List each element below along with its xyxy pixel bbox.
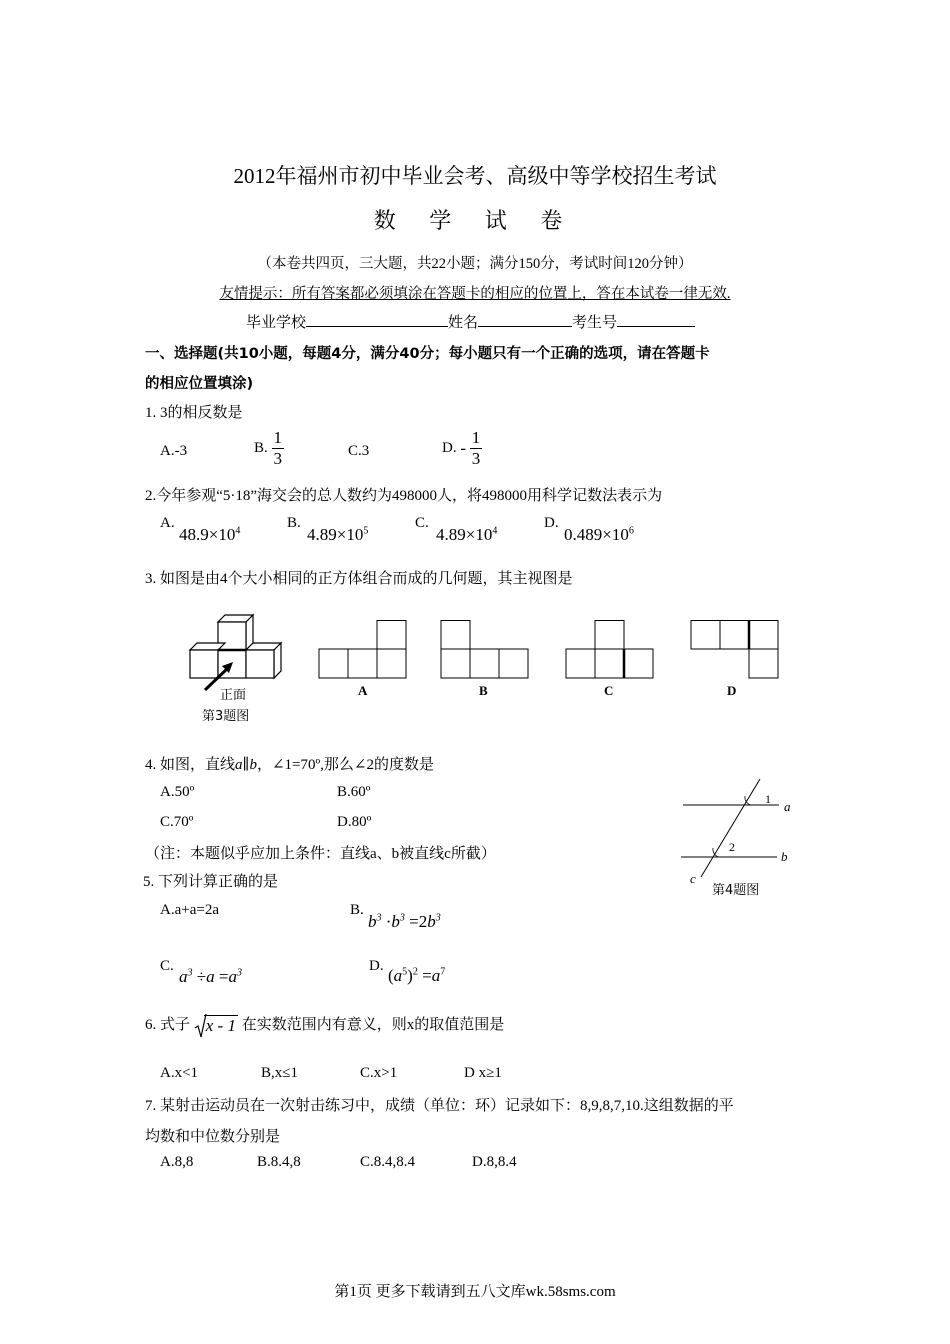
q2-c-exp: 4 — [492, 525, 498, 537]
id-label: 考生号 — [572, 315, 618, 331]
q1-option-d-fraction — [470, 428, 483, 469]
q5-option-d-expr: $(a^5)^2 =a^7$ — [388, 966, 446, 985]
q3-option-a-figure — [318, 620, 408, 680]
q1-option-d-sign: - — [460, 438, 467, 458]
q4-stem-suffix: ，∠1=70º,那么∠2的度数是 — [256, 757, 434, 773]
q2-b-base: 4.89 — [307, 525, 337, 544]
q5-option-c-expr: $a^3 \div a =a^3$ — [179, 967, 242, 986]
section1-heading-line2: 的相应位置填涂) — [145, 376, 254, 392]
q4-line-b-label: b — [781, 849, 788, 864]
q5-option-b-expr: $b^3 \cdot b^3 =2b^3$ — [368, 912, 441, 931]
q4-stem — [145, 753, 434, 774]
q4-option-c: C.70º — [160, 814, 194, 830]
exam-tip: 友情提示：所有答案都必须填涂在答题卡的相应的位置上，答在本试卷一律无效. — [219, 286, 731, 302]
q2-option-b-label: B. — [287, 515, 301, 531]
q6-stem — [145, 1013, 504, 1036]
q1-d-numerator: 1 — [471, 428, 481, 447]
q2-a-exp: 4 — [235, 525, 241, 537]
q3-option-b-label: B — [479, 683, 488, 698]
q1-option-d-label: D. — [442, 440, 457, 456]
q2-d-base: 0.489 — [564, 525, 603, 544]
q2-option-a-value — [179, 525, 240, 545]
q4-stem-prefix: 4. 如图，直线 — [145, 757, 236, 773]
q6-stem-suffix: 在实数范围内有意义，则x的取值范围是 — [241, 1017, 505, 1033]
q3-option-d-figure — [690, 620, 780, 680]
q5-option-c-label: C. — [160, 958, 174, 974]
q2-d-times: ×10 — [602, 525, 629, 544]
q1-option-b-fraction — [272, 428, 285, 469]
exam-subtitle: 数 学 试 卷 — [373, 208, 577, 233]
q3-front-label: 正面 — [220, 688, 247, 703]
q3-stem: 3. 如图是由4个大小相同的正方体组合而成的几何题，其主视图是 — [145, 571, 573, 587]
q1-option-b-label: B. — [254, 440, 268, 456]
q7-option-a: A.8,8 — [160, 1154, 194, 1170]
q2-a-times: ×10 — [208, 525, 236, 544]
q1-d-denominator: 3 — [471, 449, 481, 468]
q2-option-d-value — [564, 525, 634, 545]
q7-option-b: B.8.4,8 — [257, 1154, 301, 1170]
q1-option-b — [254, 428, 284, 469]
q6-stem-prefix: 6. 式子 — [145, 1017, 191, 1033]
page-footer: 第1页 更多下载请到五八文库wk.58sms.com — [334, 1284, 616, 1300]
q1-option-a: A.-3 — [160, 443, 188, 459]
q5-option-b-label: B. — [350, 902, 364, 918]
q3-option-c-label: C — [604, 683, 614, 698]
name-blank[interactable] — [478, 326, 572, 327]
q2-option-b-value — [307, 525, 368, 545]
q6-option-a: A.x<1 — [160, 1065, 199, 1081]
q1-stem: 1. 3的相反数是 — [145, 405, 243, 421]
q4-angle2-label: 2 — [729, 840, 735, 854]
q1-option-d — [442, 428, 482, 469]
q2-option-a-label: A. — [160, 515, 175, 531]
q6-option-b: B,x≤1 — [261, 1065, 298, 1081]
q5-option-d-label: D. — [369, 958, 384, 974]
q1-option-c: C.3 — [348, 443, 370, 459]
q5-option-a: A.a+a=2a — [160, 902, 219, 918]
q2-option-c-label: C. — [415, 515, 429, 531]
q2-c-times: ×10 — [465, 525, 493, 544]
name-label: 姓名 — [448, 315, 479, 331]
q4-option-b: B.60º — [337, 784, 371, 800]
q7-option-d: D.8,8.4 — [472, 1154, 517, 1170]
q4-stem-a: a — [235, 757, 243, 773]
q7-stem-line1: 7. 某射击运动员在一次射击练习中，成绩（单位：环）记录如下：8,9,8,7,10.这组数据的平 — [145, 1098, 734, 1114]
q3-option-b-figure — [440, 620, 530, 680]
q4-line-a-label: a — [784, 799, 791, 814]
q6-radicand: x - 1 — [205, 1015, 236, 1035]
q5-stem: 5. 下列计算正确的是 — [143, 874, 279, 890]
q1-b-denominator: 3 — [273, 449, 283, 468]
school-blank[interactable] — [306, 326, 448, 327]
q4-angle1-label: 1 — [765, 792, 771, 806]
q3-option-d-label: D — [727, 683, 737, 698]
student-info-line — [246, 311, 695, 332]
q3-option-c-figure — [565, 620, 655, 680]
q4-parallel-lines-figure — [675, 775, 805, 885]
q2-option-c-value — [436, 525, 497, 545]
section1-heading-line1: 一、选择题(共10小题，每题4分，满分40分；每小题只有一个正确的选项，请在答题卡 — [145, 346, 710, 362]
q2-b-exp: 5 — [363, 525, 369, 537]
q7-option-c: C.8.4,8.4 — [360, 1154, 416, 1170]
q6-option-d: D x≥1 — [464, 1065, 502, 1081]
q4-option-a: A.50º — [160, 784, 195, 800]
q2-c-base: 4.89 — [436, 525, 466, 544]
q4-option-d: D.80º — [337, 814, 372, 830]
q2-a-base: 48.9 — [179, 525, 209, 544]
q6-sqrt — [194, 1016, 238, 1036]
q6-option-c: C.x>1 — [360, 1065, 398, 1081]
q2-option-d-label: D. — [544, 515, 559, 531]
q1-b-numerator: 1 — [273, 428, 283, 447]
q2-b-times: ×10 — [336, 525, 364, 544]
q2-stem: 2.今年参观“5·18”海交会的总人数约为498000人，将498000用科学记数法表示为 — [145, 488, 663, 504]
q3-figure-label: 第3题图 — [202, 709, 250, 724]
q4-note: （注：本题似乎应加上条件：直线a、b被直线c所截） — [145, 846, 496, 862]
q4-figure-label: 第4题图 — [712, 883, 760, 898]
q3-option-a-label: A — [358, 683, 368, 698]
q7-stem-line2: 均数和中位数分别是 — [145, 1129, 281, 1145]
q2-d-exp: 6 — [628, 525, 634, 537]
id-blank[interactable] — [617, 326, 695, 327]
q4-stem-parallel: ∥ — [242, 757, 250, 773]
q4-line-c-label: c — [690, 871, 696, 886]
school-label: 毕业学校 — [246, 315, 307, 331]
exam-title: 2012年福州市初中毕业会考、高级中等学校招生考试 — [233, 164, 717, 188]
exam-note: （本卷共四页，三大题，共22小题；满分150分，考试时间120分钟） — [257, 256, 693, 272]
q4-stem-b: b — [249, 757, 257, 773]
